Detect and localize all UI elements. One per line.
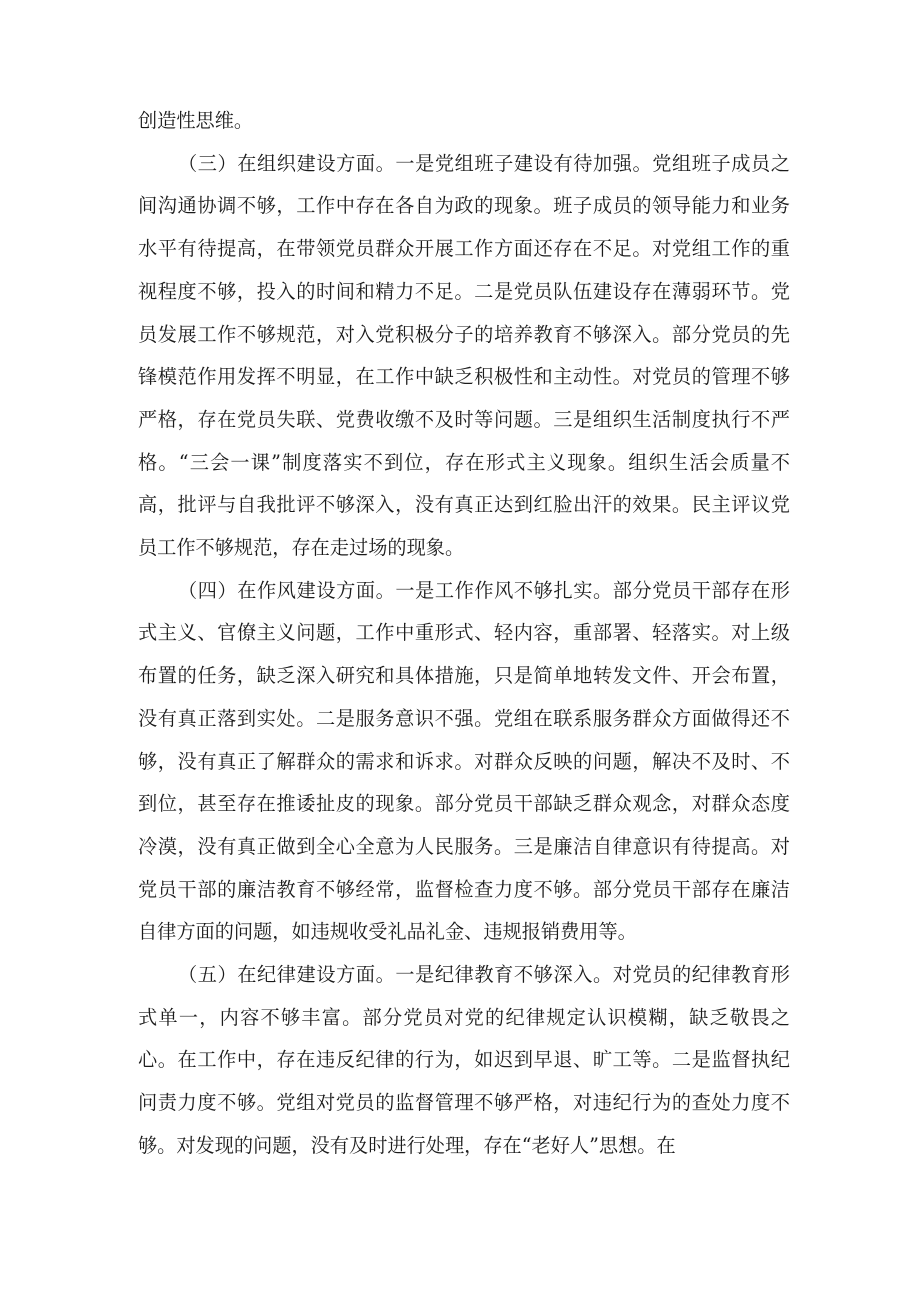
document-page <box>138 100 790 1168</box>
paragraph-discipline-building: （五）在纪律建设方面。一是纪律教育不够深入。对党员的纪律教育形式单一，内容不够丰富。部分党员对党的纪律规定认识模糊，缺乏敬畏之心。在工作中，存在违反纪律的行为，如迟到早退、旷工等。二是监督执纪问责力度不够。党组对党员的监督管理不够严格，对违纪行为的查处力度不够。对发现的问题，没有及时进行处理，存在“老好人”思想。在 <box>138 963 790 1157</box>
paragraph-work-style-building: （四）在作风建设方面。一是工作作风不够扎实。部分党员干部存在形式主义、官僚主义问题，工作中重形式、轻内容，重部署、轻落实。对上级布置的任务，缺乏深入研究和具体措施，只是简单地转发文件、开会布置，没有真正落到实处。二是服务意识不强。党组在联系服务群众方面做得还不够，没有真正了解群众的需求和诉求。对群众反映的问题，解决不及时、不到位，甚至存在推诿扯皮的现象。部分党员干部缺乏群众观念，对群众态度冷漠，没有真正做到全心全意为人民服务。三是廉洁自律意识有待提高。对党员干部的廉洁教育不够经常，监督检查力度不够。部分党员干部存在廉洁自律方面的问题，如违规收受礼品礼金、违规报销费用等。 <box>138 578 790 944</box>
paragraph-organization-building: （三）在组织建设方面。一是党组班子建设有待加强。党组班子成员之间沟通协调不够，工作中存在各自为政的现象。班子成员的领导能力和业务水平有待提高，在带领党员群众开展工作方面还存在不足。对党组工作的重视程度不够，投入的时间和精力不足。二是党员队伍建设存在薄弱环节。党员发展工作不够规范，对入党积极分子的培养教育不够深入。部分党员的先锋模范作用发挥不明显，在工作中缺乏积极性和主动性。对党员的管理不够严格，存在党员失联、党费收缴不及时等问题。三是组织生活制度执行不严格。“三会一课”制度落实不到位，存在形式主义现象。组织生活会质量不高，批评与自我批评不够深入，没有真正达到红脸出汗的效果。民主评议党员工作不够规范，存在走过场的现象。 <box>138 151 790 560</box>
paragraph-continuation: 创造性思维。 <box>138 109 254 132</box>
